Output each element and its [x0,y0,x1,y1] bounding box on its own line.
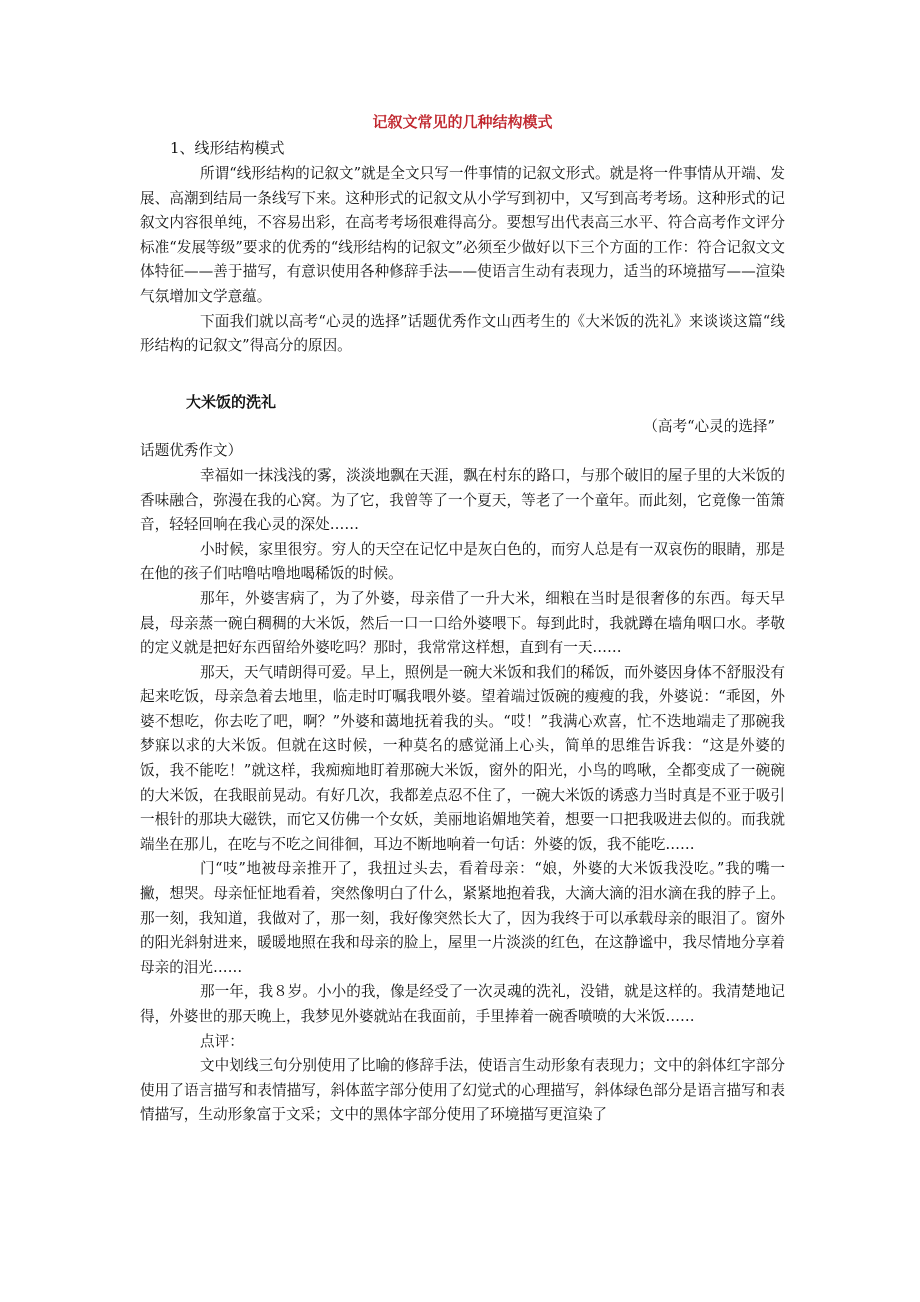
essay-title: 大米饭的洗礼 [186,392,277,411]
intro-paragraph: 所谓“线形结构的记叙文”就是全文只写一件事情的记叙文形式。就是将一件事情从开端、发展、高潮到结局一条线写下来。这种形式的记叙文从小学写到初中，又写到高考考场。这种形式的记叙文内容很单纯，不容易出彩，在高考考场很难得高分。要想写出代表高三水平、符合高考作文评分标准“发展等级”要求的优秀的“线形结构的记叙文”必须至少做好以下三个方面的工作：符合记叙文文体特征——善于描写，有意识使用各种修辞手法——使语言生动有表现力，适当的环境描写——渲染气氛增加文学意蕴。 [140,165,785,305]
comment-paragraph: 文中划线三句分别使用了比喻的修辞手法，使语言生动形象有表现力；文中的斜体红字部分使用了语言描写和表情描写，斜体蓝字部分使用了幻觉式的心理描写，斜体绿色部分是语言描写和表情描写，生动形象富于文采；文中的黑体字部分使用了环境描写更渲染了 [140,1057,785,1124]
document-title: 记叙文常见的几种结构模式 [372,113,553,131]
document-page [140,108,785,1128]
essay-paragraph: 幸福如一抹浅浅的雾，淡淡地飘在天涯，飘在村东的路口，与那个破旧的屋子里的大米饭的香味融合，弥漫在我的心窝。为了它，我曾等了一个夏天，等老了一个童年。而此刻，它竟像一笛箫音，轻轻回响在我心灵的深处…… [140,466,785,534]
essay-paragraph: 门“吱”地被母亲推开了，我扭过头去，看着母亲：“娘，外婆的大米饭我没吃。”我的嘴一撇，想哭。母亲怔怔地看着，突然像明白了什么，紧紧地抱着我，大滴大滴的泪水滴在我的脖子上。那一刻，我知道，我做对了，那一刻，我好像突然长大了，因为我终于可以承载母亲的眼泪了。窗外的阳光斜射进来，暖暖地照在我和母亲的脸上，屋里一片淡淡的红色，在这静谧中，我尽情地分享着母亲的泪光…… [140,860,785,976]
essay-source: 话题优秀作文） [140,442,243,460]
essay-paragraph: 那一年，我８岁。小小的我，像是经受了一次灵魂的洗礼，没错，就是这样的。我清楚地记得，外婆世的那天晚上，我梦见外婆就站在我面前，手里捧着一碗香喷喷的大米饭…… [140,983,785,1025]
essay-paragraph: 那天，天气晴朗得可爱。早上，照例是一碗大米饭和我们的稀饭，而外婆因身体不舒服没有起来吃饭，母亲急着去地里，临走时叮嘱我喂外婆。望着端过饭碗的瘦瘦的我，外婆说：“乖囡，外婆不想吃，你去吃了吧，啊？”外婆和蔼地抚着我的头。“哎！”我满心欢喜，忙不迭地端走了那碗我梦寐以求的大米饭。但就在这时候，一种莫名的感觉涌上心头，简单的思维告诉我：“这是外婆的饭，我不能吃！”就这样，我痴痴地盯着那碗大米饭，窗外的阳光，小鸟的鸣啾，全都变成了一碗碗的大米饭，在我眼前晃动。有好几次，我都差点忍不住了，一碗大米饭的诱惑力当时真是不亚于吸引一根针的那块大磁铁，而它又仿佛一个女妖，美丽地谄媚地笑着，想要一口把我吸进去似的。而我就端坐在那儿，在吃与不吃之间徘徊，耳边不断地响着一句话：外婆的饭，我不能吃…… [140,663,785,853]
section-heading: 1、线形结构模式 [170,139,285,157]
essay-paragraph: 小时候，家里很穷。穷人的天空在记忆中是灰白色的，而穷人总是有一双哀伤的眼睛，那是在他的孩子们咕噜咕噜地喝稀饭的时候。 [140,540,785,583]
comment-label: 点评： [200,1032,244,1050]
essay-paragraph: 那年，外婆害病了，为了外婆，母亲借了一升大米，细粮在当时是很奢侈的东西。每天早晨，母亲蒸一碗白稠稠的大米饭，然后一口一口给外婆喂下。每到此时，我就蹲在墙角咽口水。孝敬的定义就是把好东西留给外婆吃吗？那时，我常常这样想，直到有一天…… [140,589,785,657]
essay-source: （高考“心灵的选择” [643,417,775,435]
intro-paragraph: 下面我们就以高考“心灵的选择”话题优秀作文山西考生的《大米饭的洗礼》来谈谈这篇“线形结构的记叙文”得高分的原因。 [140,312,785,355]
